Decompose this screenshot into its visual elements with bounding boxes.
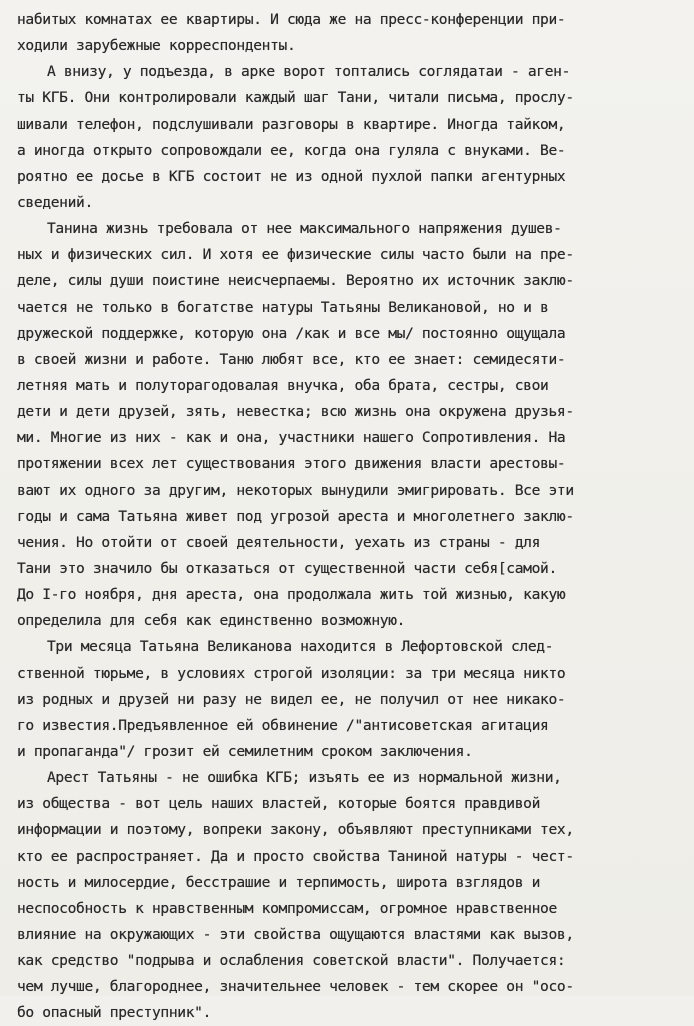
- text-line: из родных и друзей ни разу не видел ее, не получил от нее никако-: [17, 690, 566, 708]
- text-line: ность и милосердие, бесстрашие и терпимость, широта взглядов и: [17, 873, 541, 891]
- text-line: го известия.Предъявленное ей обвинение /"антисоветская агитация: [17, 716, 549, 734]
- text-line: из общества - вот цель наших властей, которые боятся правдивой: [17, 795, 541, 813]
- text-line: как средство "подрыва и ослабления советской власти". Получается:: [17, 952, 566, 970]
- text-line: определила для себя как единственно возможную.: [17, 612, 406, 630]
- text-line: чения. Но отойти от своей деятельности, уехать из страны - для: [17, 533, 541, 551]
- text-line: дружеской поддержке, которую она /как и все мы/ постоянно ощущала: [17, 324, 566, 342]
- text-line: кто ее распространяет. Да и просто свойства Таниной натуры - чест-: [17, 847, 574, 865]
- paragraph: [17, 216, 680, 634]
- text-line: Три месяца Татьяна Великанова находится в Лефортовской след-: [47, 638, 554, 656]
- text-line: Тани это значило бы отказаться от существенной части себя[самой.: [17, 559, 557, 577]
- text-line: бо опасный преступник".: [17, 1004, 212, 1022]
- text-line: протяжении всех лет существования этого движения власти арестовы-: [17, 455, 566, 473]
- text-line: чается не только в богатстве натуры Татьяны Великановой, но и в: [17, 298, 549, 316]
- text-line: сведений.: [17, 193, 93, 211]
- text-line: Арест Татьяны - не ошибка КГБ; изъять ее из нормальной жизни,: [47, 769, 562, 787]
- text-line: До I-го ноября, дня ареста, она продолжала жить той жизнью, какую: [17, 586, 566, 604]
- text-line: чем лучше, благороднее, значительнее человек - тем скорее он "осо-: [17, 978, 574, 996]
- text-line: набитых комнатах ее квартиры. И сюда же на пресс-конференции при-: [17, 11, 566, 28]
- paragraph: [17, 59, 680, 216]
- text-line: ных и физических сил. И хотя ее физические силы часто были на пре-: [17, 246, 574, 264]
- text-line: А внизу, у подъезда, в арке ворот топтались соглядатаи - аген-: [47, 63, 571, 81]
- text-line: ходили зарубежные корреспонденты.: [17, 37, 296, 55]
- text-line: влияние на окружающих - эти свойства ощущаются властями как вызов,: [17, 925, 574, 943]
- text-line: деле, силы души поистине неисчерпаемы. Вероятно их источник заклю-: [17, 272, 574, 290]
- text-line: Танина жизнь требовала от нее максимального напряжения душев-: [47, 220, 562, 238]
- text-line: роятно ее досье в КГБ состоит не из одной пухлой папки агентурных: [17, 167, 566, 185]
- text-line: летняя мать и полуторагодовалая внучка, оба брата, сестры, свои: [17, 376, 549, 394]
- text-line: годы и сама Татьяна живет под угрозой ареста и многолетнего заклю-: [17, 507, 574, 525]
- paragraph: [17, 634, 680, 765]
- text-line: вают их одного за другим, некоторых вынудили эмигрировать. Все эти: [17, 481, 574, 499]
- text-line: и пропаганда"/ грозит ей семилетним сроком заключения.: [17, 742, 473, 760]
- paragraph: [17, 765, 680, 1026]
- text-line: а иногда открыто сопровождали ее, когда она гуляла с внуками. Ве-: [17, 141, 566, 159]
- text-line: в своей жизни и работе. Таню любят все, кто ее знает: семидесяти-: [17, 350, 566, 368]
- text-line: ми. Многие из них - как и она, участники нашего Сопротивления. На: [17, 429, 566, 447]
- text-line: неспособность к нравственным компромиссам, огромное нравственное: [17, 899, 557, 917]
- text-line: ственной тюрьме, в условиях строгой изоляции: за три месяца никто: [17, 664, 566, 682]
- text-line: информации и поэтому, вопреки закону, объявляют преступниками тех,: [17, 821, 574, 839]
- text-line: шивали телефон, подслушивали разговоры в квартире. Иногда тайком,: [17, 115, 566, 133]
- text-line: ты КГБ. Они контролировали каждый шаг Тани, читали письма, прослу-: [17, 89, 574, 107]
- text-line: дети и дети друзей, зять, невестка; всю жизнь она окружена друзья-: [17, 403, 574, 421]
- paragraph: [17, 7, 680, 59]
